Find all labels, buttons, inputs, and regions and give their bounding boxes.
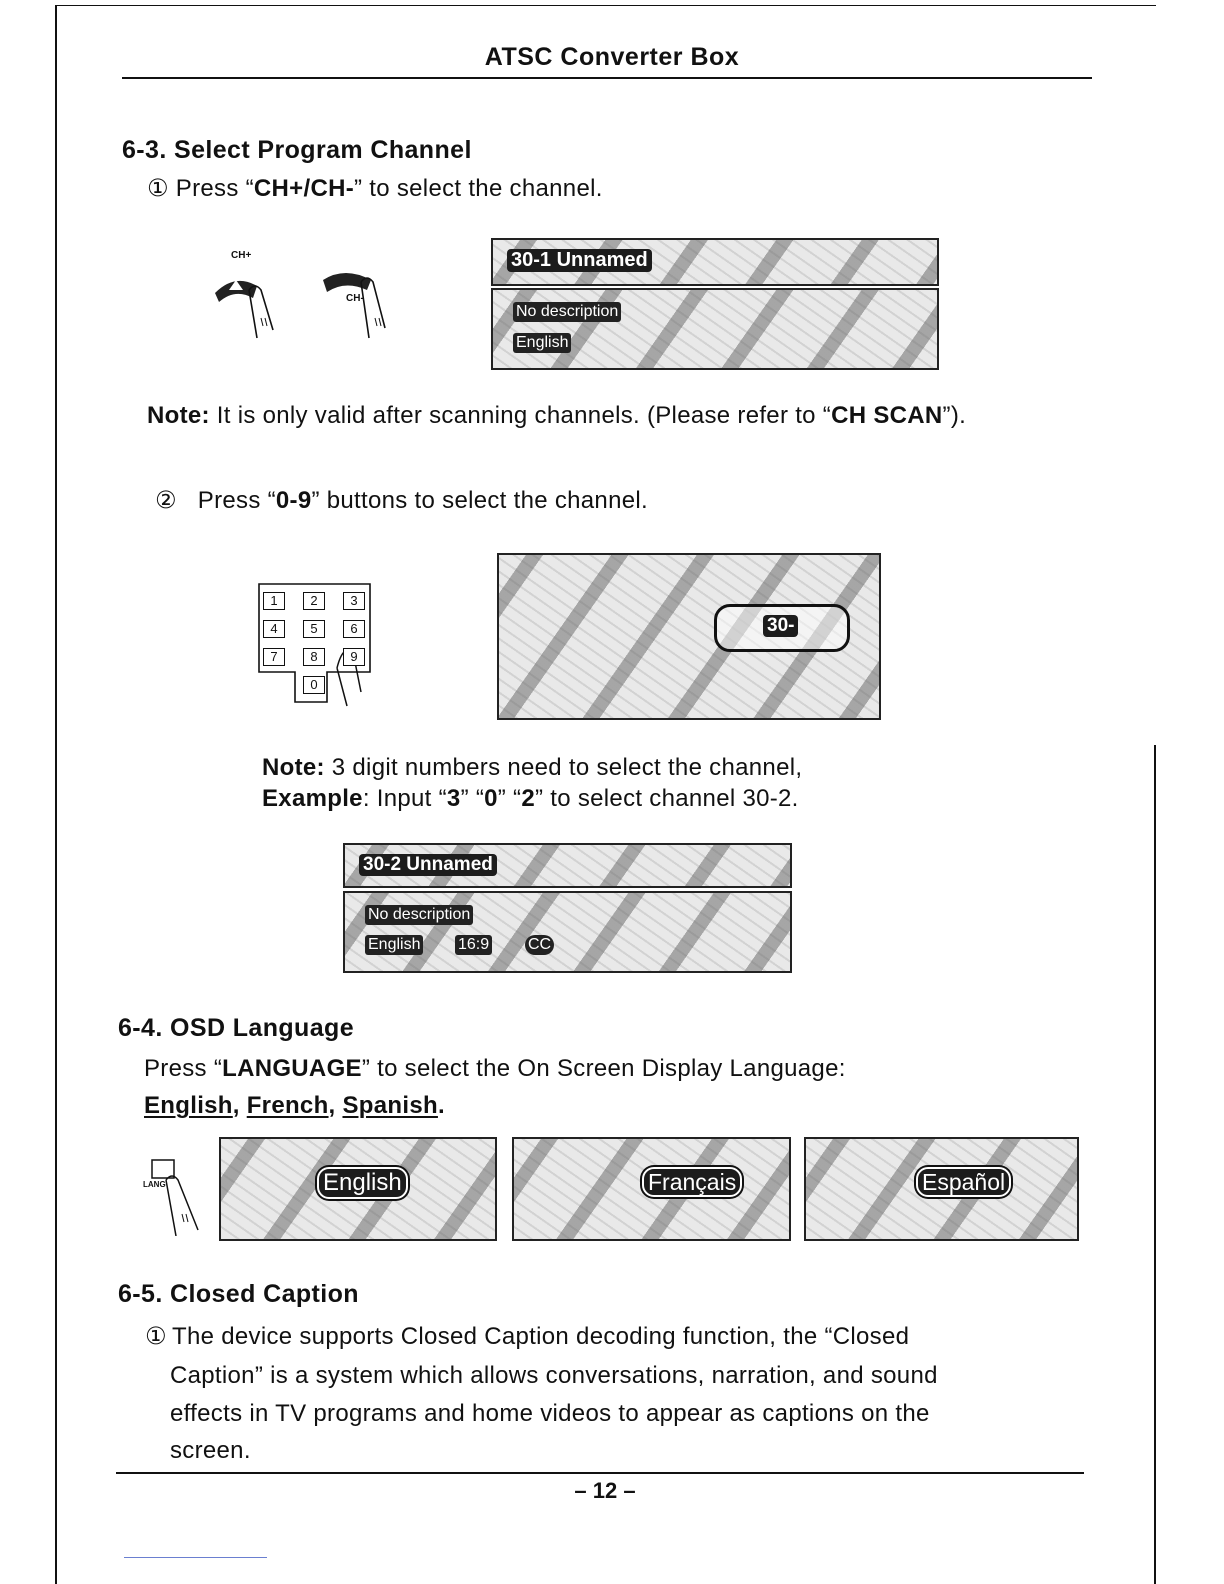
osd-language-spanish (804, 1137, 1079, 1241)
section-6-5-heading: 6-5. Closed Caption (118, 1280, 359, 1308)
osd-channel-entry (497, 553, 881, 720)
osd-description: No description (365, 905, 473, 925)
osd-language: English (365, 935, 423, 955)
left-border (55, 5, 57, 1584)
osd-channel-title: 30-2 Unnamed (359, 854, 497, 876)
language-list: English, French, Spanish. (144, 1092, 445, 1119)
osd-description: No description (513, 302, 621, 322)
osd-language: English (513, 333, 571, 353)
key-name: 0-9 (275, 487, 312, 514)
closed-caption-line-2: Caption” is a system which allows conversations, narration, and sound (170, 1362, 938, 1389)
header-rule (122, 77, 1092, 79)
step-marker: ① (147, 175, 169, 202)
closed-caption-line-1: The device supports Closed Caption decoding function, the “Closed (172, 1323, 910, 1350)
language-instruction: Press “LANGUAGE” to select the On Screen Display Language: (144, 1055, 846, 1082)
note2-text: Note: 3 digit numbers need to select the channel, (262, 754, 803, 781)
footer-rule (116, 1472, 1084, 1474)
osd-channel-title: 30-1 Unnamed (507, 249, 652, 272)
page-number: – 12 – (574, 1478, 636, 1503)
note1-text: Note: It is only valid after scanning channels. (Please refer to “CH SCAN”). (147, 402, 967, 429)
lang-button-label: LANG (143, 1180, 166, 1189)
osd-detail-panel (491, 288, 939, 370)
ch-buttons-illustration (205, 248, 415, 340)
lang-button-illustration (142, 1156, 214, 1236)
osd-language-label: English (317, 1167, 408, 1199)
key-4: 4 (263, 620, 285, 638)
ref-ch-scan: CH SCAN (831, 402, 943, 429)
osd-language-french (512, 1137, 791, 1241)
osd-title-bar (491, 238, 939, 286)
step2-text: ② Press “0-9” buttons to select the channel. (155, 487, 648, 514)
closed-caption-line-4: screen. (170, 1437, 251, 1464)
ch-down-label: CH- (346, 293, 364, 304)
osd-language-label: Français (642, 1167, 742, 1197)
closed-caption-marker: ① (145, 1323, 167, 1350)
osd-language-english (219, 1137, 497, 1241)
section-6-3-heading: 6-3. Select Program Channel (122, 136, 472, 164)
osd-title-bar (343, 843, 792, 888)
numeric-keypad-illustration (257, 582, 372, 707)
page-header: ATSC Converter Box (484, 43, 740, 71)
key-name: CH+/CH- (253, 175, 355, 202)
osd-detail-panel (343, 891, 792, 973)
key-1: 1 (263, 592, 285, 610)
language-spanish: Spanish (342, 1092, 438, 1119)
right-border (1154, 745, 1156, 1584)
language-english: English (144, 1092, 233, 1119)
key-6: 6 (343, 620, 365, 638)
key-9: 9 (343, 648, 365, 666)
osd-channel-info-2 (343, 843, 792, 973)
osd-aspect-ratio: 16:9 (455, 935, 492, 955)
osd-language-label: Español (916, 1167, 1011, 1197)
bottom-link-line (124, 1557, 267, 1558)
key-5: 5 (303, 620, 325, 638)
language-french: French (246, 1092, 329, 1119)
osd-channel-info-1 (491, 238, 939, 370)
hand-pressing-icon (142, 1156, 214, 1236)
key-7: 7 (263, 648, 285, 666)
closed-caption-line-3: effects in TV programs and home videos to appear as captions on the (170, 1400, 930, 1427)
key-2: 2 (303, 592, 325, 610)
channel-entry-box (714, 604, 850, 652)
ch-up-label: CH+ (231, 250, 252, 261)
key-8: 8 (303, 648, 325, 666)
step-marker: ② (155, 487, 177, 514)
channel-entry-value: 30- (763, 615, 798, 637)
key-name: LANGUAGE (222, 1055, 362, 1082)
osd-cc-badge: CC (525, 935, 554, 955)
key-0: 0 (303, 676, 325, 694)
top-border (56, 5, 1156, 6)
step1-text: ① Press “CH+/CH-” to select the channel. (147, 175, 603, 202)
key-3: 3 (343, 592, 365, 610)
example-text: Example: Input “3” “0” “2” to select channel 30-2. (262, 785, 799, 812)
section-6-4-heading: 6-4. OSD Language (118, 1014, 355, 1042)
hand-pressing-icon (205, 258, 415, 340)
